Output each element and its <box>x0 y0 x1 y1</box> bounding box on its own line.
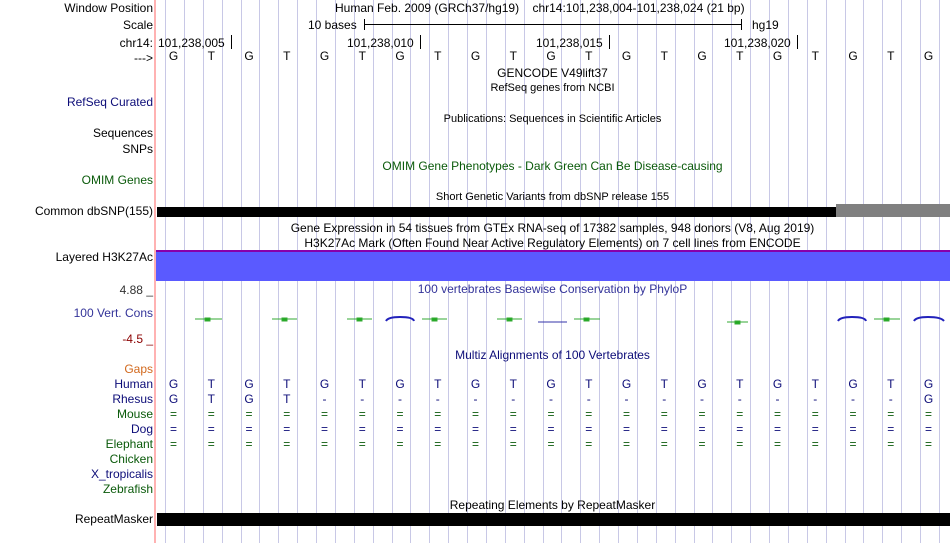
alignment-base: - <box>511 392 516 406</box>
alignment-base: = <box>169 407 177 421</box>
alignment-base: T <box>509 377 517 391</box>
alignment-base: = <box>660 407 668 421</box>
conservation-wiggle-plot <box>0 300 950 340</box>
alignment-base: = <box>849 437 857 451</box>
repeatmasker-label[interactable]: RepeatMasker <box>74 512 153 526</box>
alignment-base: - <box>322 392 327 406</box>
alignment-base: = <box>207 422 215 436</box>
assembly-label: hg19 <box>752 18 779 32</box>
alignment-base: = <box>509 422 517 436</box>
window-position-label: Window Position <box>64 1 153 15</box>
reference-base: G <box>923 49 934 63</box>
alignment-base: T <box>811 377 819 391</box>
reference-base: G <box>470 49 481 63</box>
alignment-base: G <box>848 377 858 391</box>
reference-base: G <box>244 49 254 63</box>
alignment-base: G <box>244 392 254 406</box>
coordinate-tick: 101,238,020 <box>724 36 791 50</box>
scale-bar <box>364 24 742 25</box>
alignment-base: T <box>358 377 366 391</box>
species-label-elephant[interactable]: Elephant <box>105 437 153 451</box>
alignment-base: = <box>622 422 630 436</box>
reference-base: G <box>621 49 632 63</box>
multiz-track-title[interactable]: Multiz Alignments of 100 Vertebrates <box>455 348 650 362</box>
window-position-value: Human Feb. 2009 (GRCh37/hg19) chr14:101,238,004-101,238,024 (21 bp) <box>335 1 745 15</box>
repeatmasker-feature-bar[interactable] <box>157 513 950 526</box>
alignment-base: = <box>924 437 932 451</box>
snps-label[interactable]: SNPs <box>122 142 153 156</box>
conservation-track-title[interactable]: 100 vertebrates Basewise Conservation by PhyloP <box>417 282 688 296</box>
reference-base: G <box>546 49 556 63</box>
coordinate-tick-mark <box>797 35 798 49</box>
alignment-base: = <box>585 422 593 436</box>
alignment-base: - <box>851 392 855 406</box>
coordinate-tick-mark <box>420 35 421 49</box>
reference-base: G <box>168 49 179 63</box>
reference-base: T <box>811 49 819 63</box>
omim-genes-label[interactable]: OMIM Genes <box>81 173 153 187</box>
coordinate-tick: 101,238,015 <box>536 36 603 50</box>
alignment-base: = <box>698 422 706 436</box>
alignment-base: - <box>624 392 629 406</box>
alignment-base: T <box>283 377 291 391</box>
alignment-base: = <box>736 422 744 436</box>
scale-label: Scale <box>122 18 153 32</box>
reference-base: G <box>772 49 783 63</box>
alignment-base: = <box>471 407 479 421</box>
alignment-base: = <box>434 437 442 451</box>
reference-base: T <box>887 49 895 63</box>
alignment-base: = <box>849 422 857 436</box>
alignment-base: = <box>547 407 555 421</box>
alignment-base: - <box>398 392 402 406</box>
alignment-base: = <box>283 422 291 436</box>
alignment-base: = <box>887 437 895 451</box>
alignment-base: = <box>169 437 177 451</box>
gaps-label[interactable]: Gaps <box>124 362 153 376</box>
alignment-base: G <box>470 377 481 391</box>
gencode-track-title[interactable]: GENCODE V49lift37 <box>497 66 608 80</box>
scale-bar-left-tick <box>364 19 365 30</box>
alignment-base: - <box>360 392 365 406</box>
alignment-base: = <box>358 422 366 436</box>
alignment-base: = <box>396 422 404 436</box>
alignment-base: = <box>509 407 517 421</box>
reference-base: G <box>848 49 858 63</box>
cons-axis-min: -4.5 _ <box>122 332 153 346</box>
alignment-base: - <box>737 392 742 406</box>
alignment-base: = <box>773 407 781 421</box>
dbsnp-feature-bar[interactable] <box>157 207 950 217</box>
reference-base: T <box>283 49 291 63</box>
alignment-base: = <box>283 437 291 451</box>
alignment-base: = <box>358 407 366 421</box>
alignment-base: = <box>585 437 593 451</box>
sequences-label[interactable]: Sequences <box>92 126 153 140</box>
alignment-base: T <box>207 392 215 406</box>
alignment-base: = <box>585 407 593 421</box>
alignment-base: = <box>622 437 630 451</box>
alignment-base: = <box>358 437 366 451</box>
alignment-base: = <box>207 407 215 421</box>
species-label-rhesus[interactable]: Rhesus <box>112 392 153 406</box>
alignment-base: = <box>622 407 630 421</box>
alignment-base: = <box>320 407 328 421</box>
alignment-base: - <box>662 392 667 406</box>
alignment-base: = <box>849 407 857 421</box>
alignment-base: = <box>924 407 932 421</box>
alignment-base: G <box>697 377 707 391</box>
alignment-base: = <box>811 407 819 421</box>
refseq-curated-label[interactable]: RefSeq Curated <box>66 95 153 109</box>
alignment-base: = <box>471 437 479 451</box>
species-label-zebrafish[interactable]: Zebrafish <box>102 482 153 496</box>
alignment-base: G <box>395 377 405 391</box>
alignment-base: = <box>283 407 291 421</box>
reference-base: T <box>358 49 366 63</box>
scale-bar-right-tick <box>741 19 742 30</box>
alignment-base: T <box>283 392 291 406</box>
alignment-base: = <box>660 422 668 436</box>
species-label-mouse[interactable]: Mouse <box>116 407 153 421</box>
alignment-base: = <box>924 422 932 436</box>
alignment-base: = <box>509 437 517 451</box>
alignment-base: = <box>434 407 442 421</box>
layered-h3k27ac-label[interactable]: Layered H3K27Ac <box>55 250 153 264</box>
alignment-base: - <box>549 392 553 406</box>
h3k27ac-track-title[interactable]: H3K27Ac Mark (Often Found Near Active Regulatory Elements) on 7 cell lines from ENCODE <box>304 236 801 250</box>
alignment-base: = <box>811 437 819 451</box>
alignment-base: = <box>245 437 253 451</box>
gtex-track-title[interactable]: Gene Expression in 54 tissues from GTEx RNA-seq of 17382 samples, 948 donors (V8, Aug 2019) <box>290 221 815 235</box>
h3k27ac-signal-area[interactable] <box>156 250 950 281</box>
reference-base: G <box>319 49 330 63</box>
alignment-base: = <box>396 437 404 451</box>
scale-text: 10 bases <box>308 18 357 32</box>
alignment-base: - <box>586 392 591 406</box>
alignment-base: - <box>813 392 818 406</box>
coordinate-tick: 101,238,005 <box>158 36 225 50</box>
alignment-base: T <box>660 377 668 391</box>
coordinate-tick: 101,238,010 <box>347 36 414 50</box>
alignment-base: = <box>245 422 253 436</box>
refseq-track-title[interactable]: RefSeq genes from NCBI <box>490 82 615 94</box>
alignment-base: G <box>546 377 556 391</box>
alignment-base: - <box>888 392 893 406</box>
species-label-x-tropicalis[interactable]: X_tropicalis <box>90 467 153 481</box>
alignment-base: = <box>773 422 781 436</box>
alignment-base: T <box>207 377 215 391</box>
alignment-base: = <box>169 422 177 436</box>
alignment-base: G <box>923 392 934 406</box>
dbsnp-gray-segment <box>836 204 950 217</box>
alignment-base: T <box>585 377 593 391</box>
species-label-human[interactable]: Human <box>114 377 153 391</box>
alignment-base: G <box>244 377 254 391</box>
alignment-base: G <box>923 377 934 391</box>
coordinate-tick-mark <box>609 35 610 49</box>
alignment-base: = <box>736 437 744 451</box>
reference-base: T <box>660 49 668 63</box>
alignment-base: = <box>698 437 706 451</box>
common-dbsnp-label[interactable]: Common dbSNP(155) <box>34 204 153 218</box>
alignment-base: - <box>775 392 780 406</box>
coordinate-tick-mark <box>231 35 232 49</box>
reference-base: T <box>736 49 744 63</box>
alignment-base: G <box>168 392 179 406</box>
alignment-base: = <box>887 422 895 436</box>
publications-track-title[interactable]: Publications: Sequences in Scientific Articles <box>443 113 662 125</box>
alignment-base: = <box>434 422 442 436</box>
dbsnp-track-title[interactable]: Short Genetic Variants from dbSNP release 155 <box>435 191 670 203</box>
repeatmasker-track-title[interactable]: Repeating Elements by RepeatMasker <box>449 498 656 512</box>
alignment-base: T <box>887 377 895 391</box>
alignment-base: = <box>887 407 895 421</box>
alignment-base: T <box>434 377 442 391</box>
alignment-base: = <box>773 437 781 451</box>
alignment-base: = <box>320 422 328 436</box>
reference-base: T <box>585 49 593 63</box>
reference-base: G <box>697 49 707 63</box>
chromosome-label: chr14: <box>119 36 153 50</box>
alignment-base: G <box>168 377 179 391</box>
alignment-base: = <box>471 422 479 436</box>
100-vert-cons-label[interactable]: 100 Vert. Cons <box>73 306 153 320</box>
alignment-base: G <box>772 377 783 391</box>
alignment-base: G <box>319 377 330 391</box>
species-label-chicken[interactable]: Chicken <box>109 452 153 466</box>
cons-axis-max: 4.88 _ <box>119 283 153 297</box>
alignment-base: = <box>320 437 328 451</box>
alignment-base: = <box>207 437 215 451</box>
species-label-dog[interactable]: Dog <box>130 422 153 436</box>
alignment-base: = <box>396 407 404 421</box>
alignment-base: T <box>736 377 744 391</box>
reference-base: T <box>509 49 517 63</box>
alignment-base: = <box>736 407 744 421</box>
alignment-base: G <box>621 377 632 391</box>
alignment-base: = <box>660 437 668 451</box>
alignment-base: = <box>245 407 253 421</box>
reference-base: G <box>395 49 405 63</box>
omim-track-title[interactable]: OMIM Gene Phenotypes - Dark Green Can Be Disease-causing <box>382 159 723 173</box>
alignment-base: = <box>811 422 819 436</box>
alignment-base: = <box>547 437 555 451</box>
alignment-base: = <box>698 407 706 421</box>
strand-label: ---> <box>134 51 153 65</box>
alignment-base: - <box>435 392 440 406</box>
alignment-base: - <box>700 392 704 406</box>
reference-base: T <box>207 49 215 63</box>
alignment-base: - <box>473 392 478 406</box>
alignment-base: = <box>547 422 555 436</box>
reference-base: T <box>434 49 442 63</box>
